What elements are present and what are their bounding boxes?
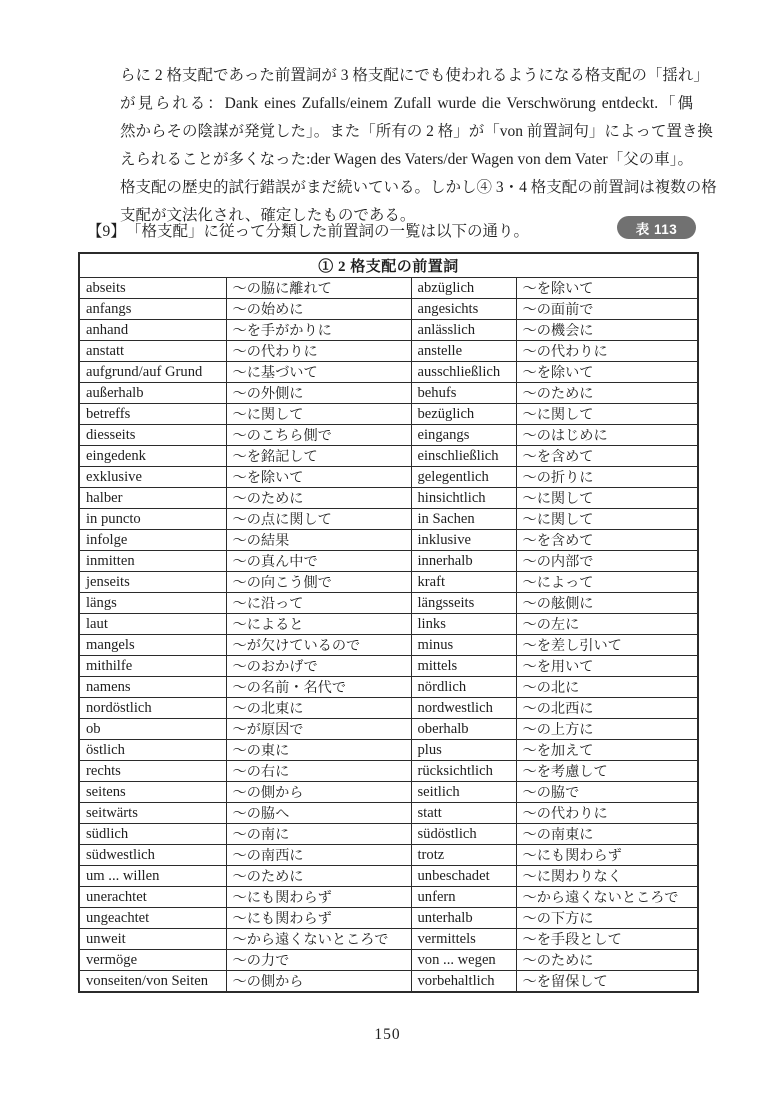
preposition-cell: nordöstlich <box>79 698 226 719</box>
meaning-cell: 〜の南東に <box>516 824 698 845</box>
meaning-cell: 〜の真ん中で <box>226 551 411 572</box>
meaning-cell: 〜を含めて <box>516 446 698 467</box>
meaning-cell: 〜の結果 <box>226 530 411 551</box>
preposition-cell: vermöge <box>79 950 226 971</box>
preposition-cell: unfern <box>411 887 516 908</box>
preposition-cell: anstelle <box>411 341 516 362</box>
meaning-cell: 〜が欠けているので <box>226 635 411 656</box>
preposition-cell: südwestlich <box>79 845 226 866</box>
preposition-cell: statt <box>411 803 516 824</box>
meaning-cell: 〜を差し引いて <box>516 635 698 656</box>
preposition-cell: behufs <box>411 383 516 404</box>
preposition-cell: minus <box>411 635 516 656</box>
preposition-cell: südöstlich <box>411 824 516 845</box>
table-row <box>79 593 698 614</box>
preposition-cell: innerhalb <box>411 551 516 572</box>
table-body <box>79 278 698 993</box>
preposition-cell: nördlich <box>411 677 516 698</box>
meaning-cell: 〜を手がかりに <box>226 320 411 341</box>
meaning-cell: 〜を手段として <box>516 929 698 950</box>
page-number: 150 <box>374 1026 401 1043</box>
table-row <box>79 635 698 656</box>
preposition-cell: längs <box>79 593 226 614</box>
table-row <box>79 950 698 971</box>
preposition-cell: gelegentlich <box>411 467 516 488</box>
meaning-cell: 〜の下方に <box>516 908 698 929</box>
paragraph-line: えられることが多くなった:der Wagen des Vaters/der Wagen von dem Vater「父の車」。 <box>120 151 693 168</box>
meaning-cell: 〜の舷側に <box>516 593 698 614</box>
meaning-cell: 〜のために <box>516 950 698 971</box>
meaning-cell: 〜の北東に <box>226 698 411 719</box>
prepositions-table <box>78 252 699 993</box>
preposition-cell: ausschließlich <box>411 362 516 383</box>
preposition-cell: bezüglich <box>411 404 516 425</box>
meaning-cell: 〜の機会に <box>516 320 698 341</box>
table-row <box>79 425 698 446</box>
table-row <box>79 761 698 782</box>
table-row <box>79 320 698 341</box>
preposition-cell: um ... willen <box>79 866 226 887</box>
preposition-cell: halber <box>79 488 226 509</box>
meaning-cell: 〜を銘記して <box>226 446 411 467</box>
table-row <box>79 971 698 993</box>
table-row <box>79 719 698 740</box>
meaning-cell: 〜の代わりに <box>516 803 698 824</box>
preposition-cell: in Sachen <box>411 509 516 530</box>
meaning-cell: 〜によって <box>516 572 698 593</box>
meaning-cell: 〜を含めて <box>516 530 698 551</box>
meaning-cell: 〜の面前で <box>516 299 698 320</box>
meaning-cell: 〜を除いて <box>516 362 698 383</box>
meaning-cell: 〜の側から <box>226 782 411 803</box>
preposition-cell: vorbehaltlich <box>411 971 516 993</box>
meaning-cell: 〜を除いて <box>516 278 698 299</box>
table-row <box>79 383 698 404</box>
table-row <box>79 824 698 845</box>
meaning-cell: 〜を除いて <box>226 467 411 488</box>
meaning-cell: 〜のために <box>226 488 411 509</box>
preposition-cell: rücksichtlich <box>411 761 516 782</box>
meaning-cell: 〜のために <box>516 383 698 404</box>
preposition-cell: plus <box>411 740 516 761</box>
body-paragraph <box>120 62 717 230</box>
meaning-cell: 〜の右に <box>226 761 411 782</box>
preposition-cell: abzüglich <box>411 278 516 299</box>
paragraph-line: 支配が文法化され、確定したものである。 <box>120 207 416 224</box>
meaning-cell: 〜の内部で <box>516 551 698 572</box>
table-row <box>79 929 698 950</box>
preposition-cell: aufgrund/auf Grund <box>79 362 226 383</box>
preposition-cell: anstatt <box>79 341 226 362</box>
meaning-cell: 〜の南に <box>226 824 411 845</box>
meaning-cell: 〜のはじめに <box>516 425 698 446</box>
meaning-cell: 〜が原因で <box>226 719 411 740</box>
preposition-cell: unerachtet <box>79 887 226 908</box>
preposition-cell: namens <box>79 677 226 698</box>
item-9-line <box>87 220 627 244</box>
preposition-cell: hinsichtlich <box>411 488 516 509</box>
paragraph-line: らに 2 格支配であった前置詞が 3 格支配にでも使われるようになる格支配の「揺れ」 <box>120 67 709 84</box>
preposition-cell: angesichts <box>411 299 516 320</box>
table-title-row <box>79 253 698 278</box>
preposition-cell: unbeschadet <box>411 866 516 887</box>
table-row <box>79 782 698 803</box>
meaning-cell: 〜の始めに <box>226 299 411 320</box>
meaning-cell: 〜の北に <box>516 677 698 698</box>
meaning-cell: 〜の代わりに <box>516 341 698 362</box>
preposition-cell: mittels <box>411 656 516 677</box>
meaning-cell: 〜を用いて <box>516 656 698 677</box>
table-row <box>79 551 698 572</box>
preposition-cell: eingangs <box>411 425 516 446</box>
meaning-cell: 〜にも関わらず <box>226 887 411 908</box>
meaning-cell: 〜の代わりに <box>226 341 411 362</box>
table-row <box>79 404 698 425</box>
preposition-cell: jenseits <box>79 572 226 593</box>
table-row <box>79 677 698 698</box>
meaning-cell: 〜を留保して <box>516 971 698 993</box>
preposition-cell: unweit <box>79 929 226 950</box>
preposition-cell: in puncto <box>79 509 226 530</box>
table-row <box>79 362 698 383</box>
preposition-cell: anlässlich <box>411 320 516 341</box>
item-9-marker: 【9】 <box>87 223 126 240</box>
table-row <box>79 530 698 551</box>
table-ref-badge: 表 113 <box>617 216 696 239</box>
table-row <box>79 866 698 887</box>
table-row <box>79 299 698 320</box>
meaning-cell: 〜の脇で <box>516 782 698 803</box>
preposition-cell: längsseits <box>411 593 516 614</box>
meaning-cell: 〜に関わりなく <box>516 866 698 887</box>
meaning-cell: 〜に基づいて <box>226 362 411 383</box>
preposition-cell: inklusive <box>411 530 516 551</box>
preposition-cell: unterhalb <box>411 908 516 929</box>
preposition-cell: links <box>411 614 516 635</box>
preposition-cell: nordwestlich <box>411 698 516 719</box>
preposition-cell: laut <box>79 614 226 635</box>
table-title: ① 2 格支配の前置詞 <box>79 253 698 278</box>
preposition-cell: außerhalb <box>79 383 226 404</box>
meaning-cell: 〜を加えて <box>516 740 698 761</box>
meaning-cell: 〜に関して <box>516 509 698 530</box>
meaning-cell: 〜にも関わらず <box>516 845 698 866</box>
preposition-cell: oberhalb <box>411 719 516 740</box>
preposition-cell: betreffs <box>79 404 226 425</box>
meaning-cell: 〜の上方に <box>516 719 698 740</box>
table-row <box>79 614 698 635</box>
meaning-cell: 〜の側から <box>226 971 411 993</box>
meaning-cell: 〜の折りに <box>516 467 698 488</box>
meaning-cell: 〜の脇に離れて <box>226 278 411 299</box>
meaning-cell: 〜の力で <box>226 950 411 971</box>
preposition-cell: einschließlich <box>411 446 516 467</box>
table-row <box>79 908 698 929</box>
preposition-cell: infolge <box>79 530 226 551</box>
item-9-text: 「格支配」に従って分類した前置詞の一覧は以下の通り。 <box>133 223 530 240</box>
preposition-cell: rechts <box>79 761 226 782</box>
preposition-cell: mithilfe <box>79 656 226 677</box>
meaning-cell: 〜の南西に <box>226 845 411 866</box>
table-row <box>79 467 698 488</box>
meaning-cell: 〜の北西に <box>516 698 698 719</box>
preposition-cell: seitens <box>79 782 226 803</box>
table-row <box>79 341 698 362</box>
paragraph-line: 格支配の歴史的試行錯誤がまだ続いている。しかし④ 3・4 格支配の前置詞は複数の格 <box>120 179 717 196</box>
meaning-cell: 〜の点に関して <box>226 509 411 530</box>
meaning-cell: 〜によると <box>226 614 411 635</box>
meaning-cell: 〜の外側に <box>226 383 411 404</box>
meaning-cell: 〜にも関わらず <box>226 908 411 929</box>
table-row <box>79 446 698 467</box>
meaning-cell: 〜の名前・名代で <box>226 677 411 698</box>
preposition-cell: anhand <box>79 320 226 341</box>
meaning-cell: 〜に沿って <box>226 593 411 614</box>
meaning-cell: 〜の向こう側で <box>226 572 411 593</box>
table-row <box>79 509 698 530</box>
table-row <box>79 572 698 593</box>
preposition-cell: trotz <box>411 845 516 866</box>
paragraph-line: が見られる：Dank eines Zufalls/einem Zufall wurde die Verschwörung entdeckt.「偶 <box>120 95 693 112</box>
table-row <box>79 278 698 299</box>
preposition-cell: exklusive <box>79 467 226 488</box>
meaning-cell: 〜に関して <box>516 404 698 425</box>
preposition-cell: seitlich <box>411 782 516 803</box>
preposition-cell: ob <box>79 719 226 740</box>
meaning-cell: 〜のために <box>226 866 411 887</box>
preposition-cell: vermittels <box>411 929 516 950</box>
preposition-cell: südlich <box>79 824 226 845</box>
table-row <box>79 656 698 677</box>
meaning-cell: 〜のおかげで <box>226 656 411 677</box>
meaning-cell: 〜から遠くないところで <box>516 887 698 908</box>
meaning-cell: 〜のこちら側で <box>226 425 411 446</box>
table-row <box>79 845 698 866</box>
preposition-cell: östlich <box>79 740 226 761</box>
meaning-cell: 〜の脇へ <box>226 803 411 824</box>
table-row <box>79 488 698 509</box>
preposition-cell: eingedenk <box>79 446 226 467</box>
preposition-cell: abseits <box>79 278 226 299</box>
meaning-cell: 〜の東に <box>226 740 411 761</box>
meaning-cell: 〜から遠くないところで <box>226 929 411 950</box>
preposition-cell: diesseits <box>79 425 226 446</box>
preposition-cell: seitwärts <box>79 803 226 824</box>
meaning-cell: 〜を考慮して <box>516 761 698 782</box>
preposition-cell: von ... wegen <box>411 950 516 971</box>
table-row <box>79 740 698 761</box>
table-row <box>79 803 698 824</box>
meaning-cell: 〜に関して <box>226 404 411 425</box>
preposition-cell: anfangs <box>79 299 226 320</box>
preposition-cell: ungeachtet <box>79 908 226 929</box>
preposition-cell: mangels <box>79 635 226 656</box>
table-row <box>79 698 698 719</box>
table-row <box>79 887 698 908</box>
meaning-cell: 〜に関して <box>516 488 698 509</box>
preposition-cell: inmitten <box>79 551 226 572</box>
preposition-cell: kraft <box>411 572 516 593</box>
meaning-cell: 〜の左に <box>516 614 698 635</box>
preposition-cell: vonseiten/von Seiten <box>79 971 226 993</box>
paragraph-line: 然からその陰謀が発覚した」。また「所有の 2 格」が「von 前置詞句」によって置き換 <box>120 123 713 140</box>
